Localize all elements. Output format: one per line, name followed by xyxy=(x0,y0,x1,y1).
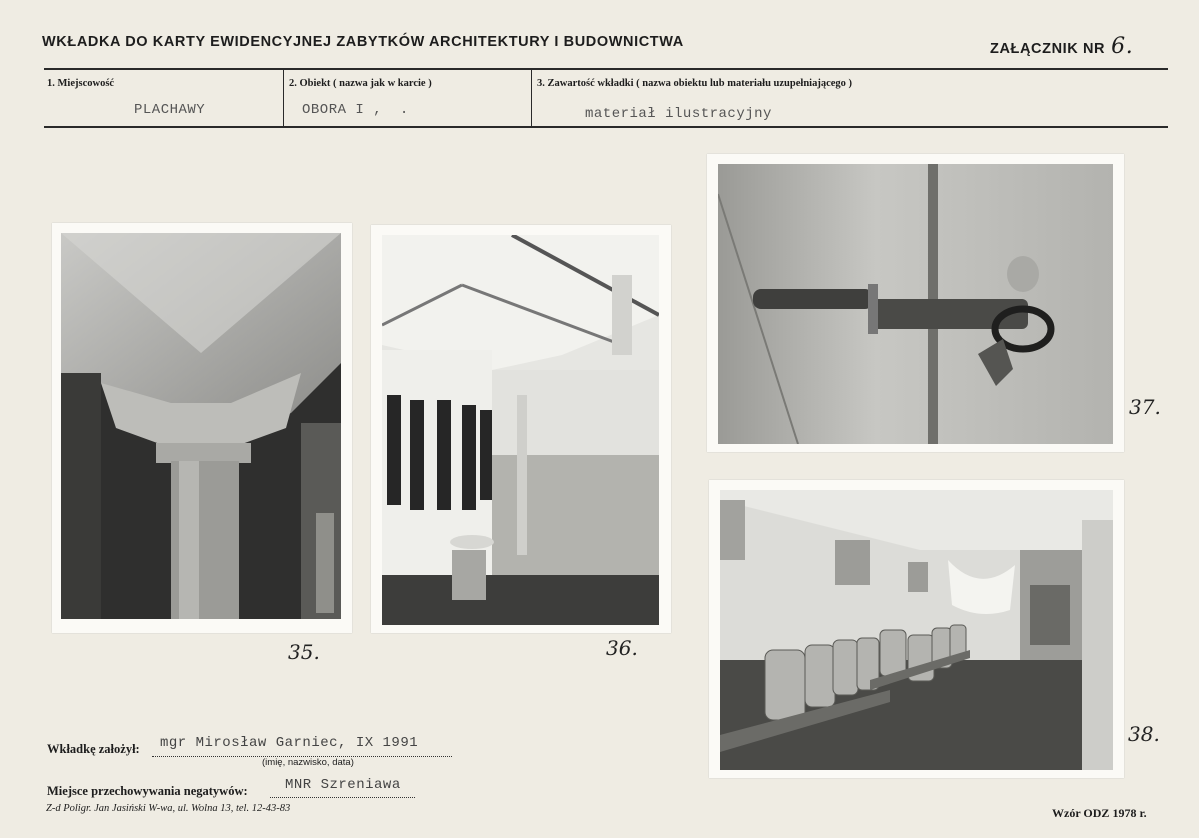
photo-36-number: 36. xyxy=(606,636,638,660)
content-label: 3. Zawartość wkładki ( nazwa obiektu lub materiału uzupełniającego ) xyxy=(537,78,853,89)
photo-35 xyxy=(52,223,352,633)
top-rule xyxy=(44,68,1168,70)
photo-35-image xyxy=(61,233,341,619)
negatives-location-value: MNR Szreniawa xyxy=(285,777,401,793)
object-value: OBORA I , . xyxy=(302,102,409,118)
printer-imprint: Z-d Poligr. Jan Jasiński W-wa, ul. Wolna 13, tel. 12-43-83 xyxy=(46,803,291,814)
annex-number: 6. xyxy=(1111,34,1134,59)
photo-37-number: 37. xyxy=(1129,395,1161,419)
negatives-location-label: Miejsce przechowywania negatywów: xyxy=(47,784,248,798)
created-by-hint: (imię, nazwisko, data) xyxy=(262,757,354,768)
created-by-label: Wkładkę założył: xyxy=(47,742,140,756)
negatives-location-dots xyxy=(270,797,415,798)
bottom-rule xyxy=(44,126,1168,128)
created-by-value: mgr Mirosław Garniec, IX 1991 xyxy=(160,735,419,751)
col-divider-1 xyxy=(283,70,284,126)
photo-36 xyxy=(371,225,671,633)
photo-37-image xyxy=(718,164,1113,444)
photo-36-image xyxy=(382,235,659,625)
locality-value: PLACHAWY xyxy=(134,102,206,118)
annex-label xyxy=(990,34,1133,59)
content-value: materiał ilustracyjny xyxy=(585,106,772,122)
photo-38-number: 38. xyxy=(1128,722,1160,746)
annex-label-text: ZAŁĄCZNIK NR xyxy=(990,41,1106,57)
locality-label: 1. Miejscowość xyxy=(47,78,115,89)
object-label: 2. Obiekt ( nazwa jak w karcie ) xyxy=(289,78,432,89)
card-title: WKŁADKA DO KARTY EWIDENCYJNEJ ZABYTKÓW ARCHITEKTURY I BUDOWNICTWA xyxy=(42,34,684,50)
col-divider-2 xyxy=(531,70,532,126)
form-code: Wzór ODZ 1978 r. xyxy=(1052,806,1147,820)
photo-37 xyxy=(707,154,1124,452)
photo-38 xyxy=(709,480,1124,778)
photo-35-number: 35. xyxy=(288,640,320,664)
photo-38-image xyxy=(720,490,1113,770)
